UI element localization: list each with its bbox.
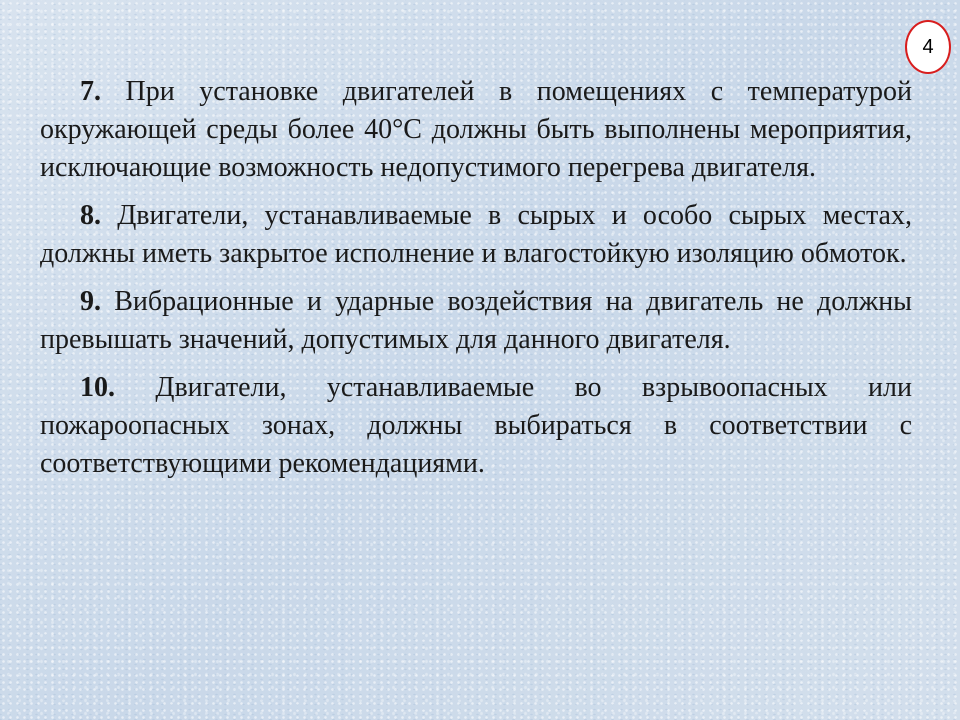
page-number-badge xyxy=(905,20,951,74)
paragraph-7 xyxy=(40,73,912,187)
paragraph-8 xyxy=(40,197,912,273)
paragraph-text: Двигатели, устанавливаемые во взрывоопасных или пожароопасных зонах, должны выбираться в соответствии с соответствующими рекомендациями. xyxy=(40,372,912,479)
page-number: 4 xyxy=(922,35,934,58)
paragraph-text: Двигатели, устанавливаемые в сырых и особо сырых местах, должны иметь закрытое исполнение и влагостойкую изоляцию обмоток. xyxy=(40,200,912,269)
paragraph-number: 9. xyxy=(80,286,101,317)
paragraph-number: 8. xyxy=(80,200,101,231)
paragraph-text: Вибрационные и ударные воздействия на двигатель не должны превышать значений, допустимых для данного двигателя. xyxy=(40,286,912,355)
slide-content xyxy=(40,73,912,493)
paragraph-number: 10. xyxy=(80,372,115,403)
paragraph-9 xyxy=(40,283,912,359)
paragraph-number: 7. xyxy=(80,76,101,107)
paragraph-10 xyxy=(40,369,912,483)
paragraph-text: При установке двигателей в помещениях с температурой окружающей среды более 40°С должны быть выполнены мероприятия, исключающие возможность недопустимого перегрева двигателя. xyxy=(40,76,912,183)
